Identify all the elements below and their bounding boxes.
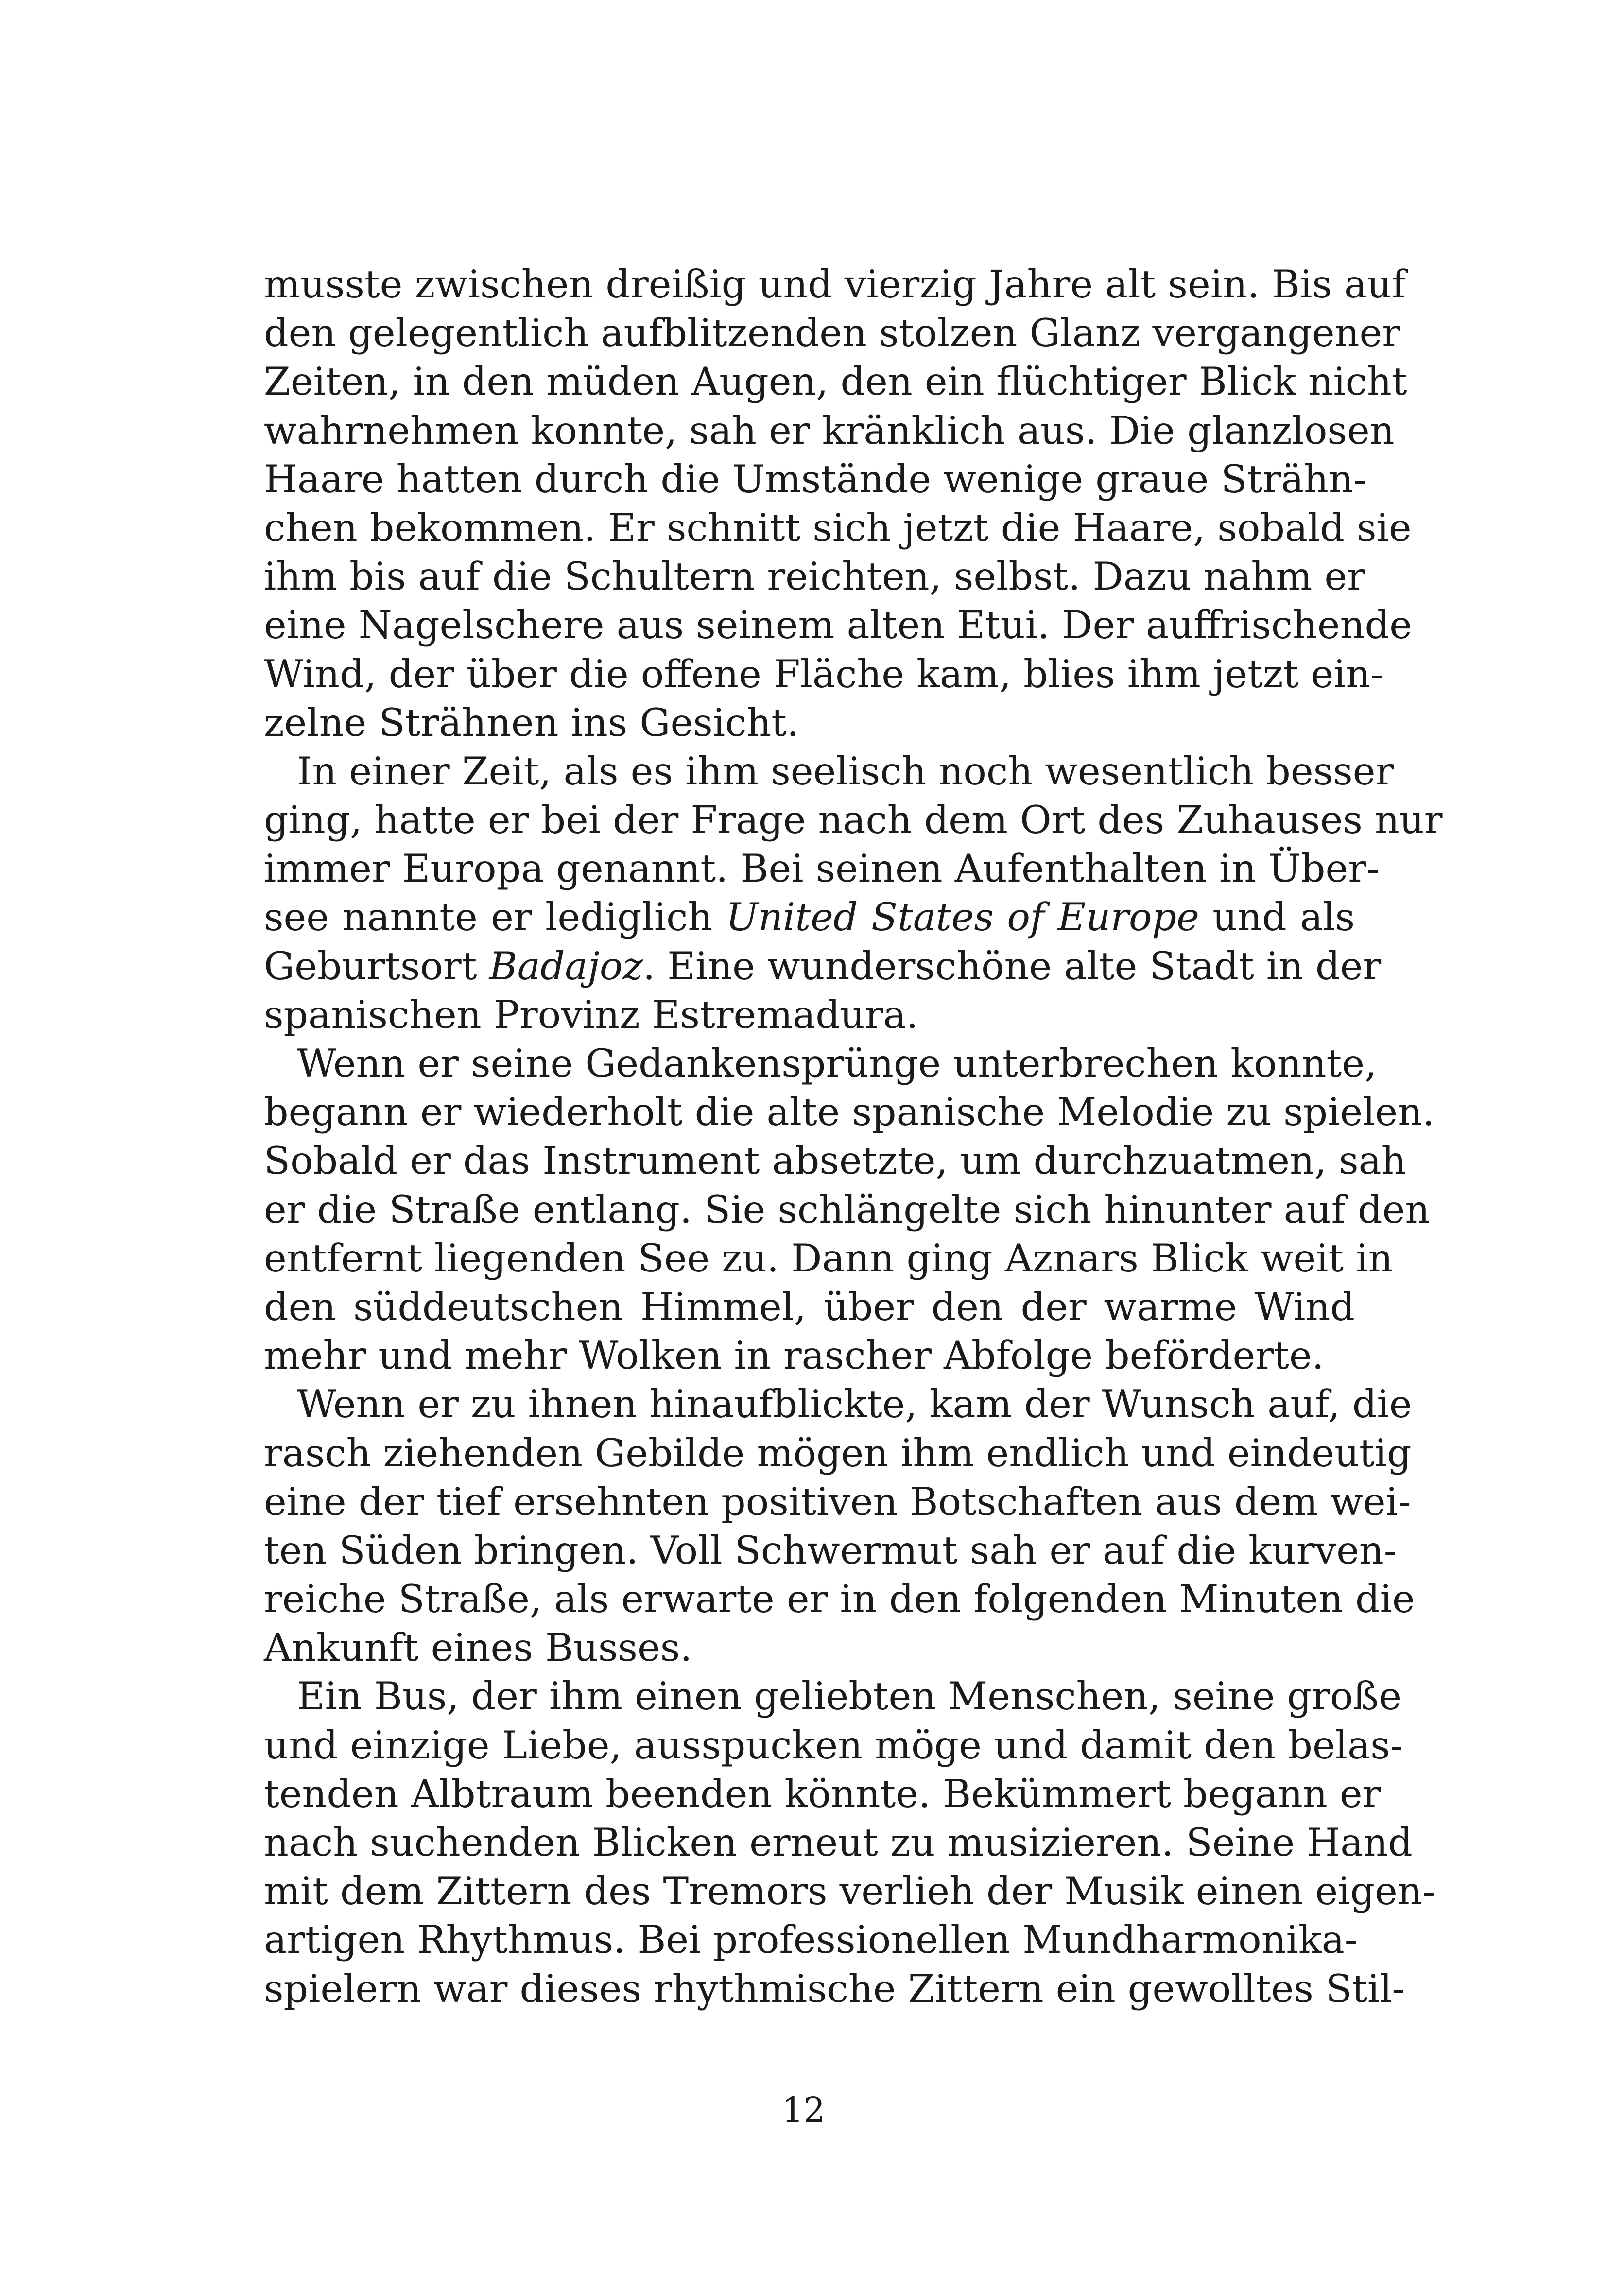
text-line: Wenn er zu ihnen hinaufblickte, kam der Wunsch auf, die bbox=[297, 1382, 1412, 1427]
paragraph bbox=[264, 1672, 1435, 2013]
text-line: Wenn er seine Gedankensprünge unterbrechen konnte, bbox=[297, 1041, 1377, 1086]
text-line: Wind, der über die offene Fläche kam, blies ihm jetzt ein- bbox=[264, 651, 1383, 696]
text-line: Geburtsort Badajoz. Eine wunderschöne alte Stadt in der bbox=[264, 943, 1382, 989]
text-line: tenden Albtraum beenden könnte. Bekümmert begann er bbox=[264, 1771, 1381, 1816]
body-text bbox=[264, 260, 1443, 2013]
text-line: den süddeutschen Himmel, über den der warme Wind bbox=[264, 1284, 1355, 1329]
text-line: reiche Straße, als erwarte er in den folgenden Minuten die bbox=[264, 1577, 1415, 1622]
text-line: nach suchenden Blicken erneut zu musizieren. Seine Hand bbox=[264, 1820, 1413, 1865]
text-line: ging, hatte er bei der Frage nach dem Ort des Zuhauses nur bbox=[264, 798, 1443, 843]
text-line: ten Süden bringen. Voll Schwermut sah er auf die kurven- bbox=[264, 1528, 1397, 1573]
text-line: er die Straße entlang. Sie schlängelte sich hinunter auf den bbox=[264, 1187, 1430, 1232]
text-line: den gelegentlich aufblitzenden stolzen Glanz vergangener bbox=[264, 311, 1400, 356]
text-line: In einer Zeit, als es ihm seelisch noch wesentlich besser bbox=[297, 748, 1394, 794]
text-line: Zeiten, in den müden Augen, den ein flüchtiger Blick nicht bbox=[264, 359, 1407, 404]
paragraph bbox=[264, 1039, 1435, 1380]
page-number: 12 bbox=[781, 2090, 826, 2130]
text-line: eine Nagelschere aus seinem alten Etui. Der auffrischende bbox=[264, 603, 1412, 648]
text-line: mit dem Zittern des Tremors verlieh der Musik einen eigen- bbox=[264, 1869, 1435, 1914]
paragraph bbox=[264, 747, 1443, 1039]
text-line: chen bekommen. Er schnitt sich jetzt die Haare, sobald sie bbox=[264, 505, 1412, 550]
text-line: Ein Bus, der ihm einen geliebten Menschen, seine große bbox=[297, 1674, 1402, 1719]
text-line: entfernt liegenden See zu. Dann ging Aznars Blick weit in bbox=[264, 1235, 1393, 1281]
text-line: Haare hatten durch die Umstände wenige graue Strähn- bbox=[264, 456, 1366, 502]
text-line: musste zwischen dreißig und vierzig Jahre alt sein. Bis auf bbox=[264, 262, 1406, 307]
text-line: artigen Rhythmus. Bei professionellen Mundharmonika- bbox=[264, 1917, 1358, 1963]
text-line: wahrnehmen konnte, sah er kränklich aus. Die glanzlosen bbox=[264, 408, 1395, 453]
text-line: see nannte er lediglich United States of Europe und als bbox=[264, 895, 1355, 940]
text-line: Ankunft eines Busses. bbox=[264, 1625, 692, 1670]
text-line: Sobald er das Instrument absetzte, um durchzuatmen, sah bbox=[264, 1138, 1406, 1183]
text-line: immer Europa genannt. Bei seinen Aufenthalten in Über- bbox=[264, 846, 1380, 891]
text-line: und einzige Liebe, ausspucken möge und damit den belas- bbox=[264, 1722, 1403, 1768]
paragraph bbox=[264, 1380, 1415, 1672]
text-line: spanischen Provinz Estremadura. bbox=[264, 992, 918, 1037]
paragraph bbox=[264, 260, 1412, 747]
text-line: ihm bis auf die Schultern reichten, selbst. Dazu nahm er bbox=[264, 554, 1365, 599]
text-line: begann er wiederholt die alte spanische Melodie zu spielen. bbox=[264, 1090, 1435, 1135]
text-line: rasch ziehenden Gebilde mögen ihm endlich und eindeutig bbox=[264, 1430, 1412, 1476]
text-line: zelne Strähnen ins Gesicht. bbox=[264, 700, 799, 745]
text-line: spielern war dieses rhythmische Zittern ein gewolltes Stil- bbox=[264, 1966, 1405, 2011]
text-line: eine der tief ersehnten positiven Botschaften aus dem wei- bbox=[264, 1479, 1411, 1524]
text-line: mehr und mehr Wolken in rascher Abfolge beförderte. bbox=[264, 1333, 1324, 1378]
